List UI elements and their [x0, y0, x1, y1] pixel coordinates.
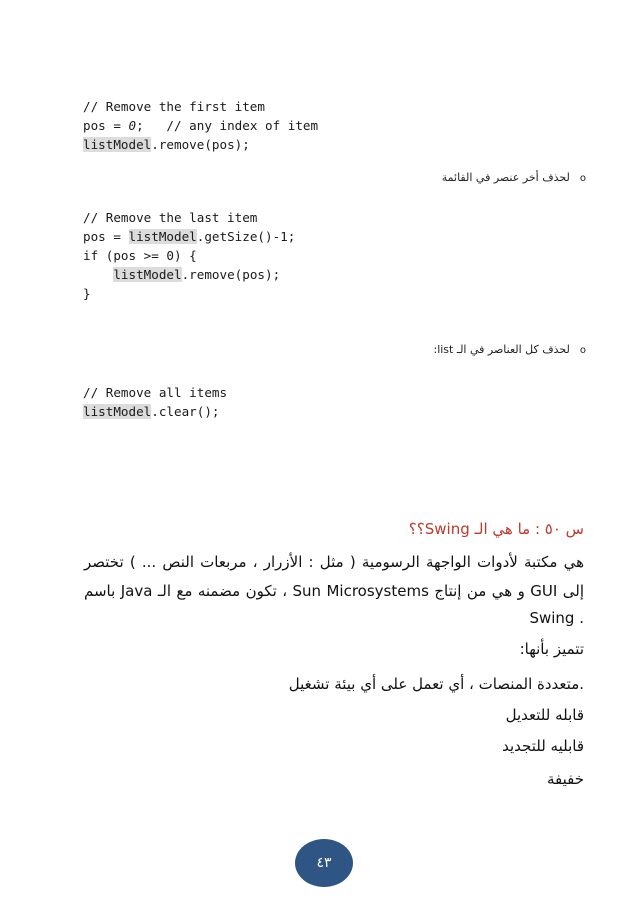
- code-comment: // Remove the first item: [83, 99, 265, 114]
- feature-item: قابليه للتجديد: [502, 737, 584, 755]
- bullet-text: لحذف أخر عنصر في القائمة: [441, 171, 570, 184]
- bullet-text: لحذف كل العناصر في الـ list:: [433, 343, 570, 356]
- feature-item: .متعددة المنصات ، أي تعمل على أي بيئة تشغيل: [288, 675, 584, 693]
- paragraph-line: إلى GUI و هي من إنتاج Sun Microsystems ، تكون مضمنه مع الـ Java باسم: [84, 582, 584, 600]
- code-block-remove-last: [83, 208, 295, 303]
- code-text: .remove(pos);: [181, 267, 281, 282]
- code-block-remove-first: [83, 97, 318, 154]
- code-text: [83, 267, 113, 282]
- question-heading: س ٥٠ : ما هي الـ Swing؟؟: [408, 520, 584, 538]
- code-text: .remove(pos);: [151, 137, 250, 152]
- code-text: ; // any index of item: [136, 118, 319, 133]
- bullet-marker: o: [579, 173, 586, 184]
- code-identifier: listModel: [128, 229, 197, 244]
- code-identifier: listModel: [83, 404, 152, 419]
- code-text: pos =: [83, 229, 129, 244]
- paragraph-line: هي مكتبة لأدوات الواجهة الرسومية ( مثل : الأزرار ، مربعات النص ... ) تختصر: [84, 553, 584, 571]
- code-block-remove-all: [83, 383, 227, 421]
- code-text: .getSize()-1;: [196, 229, 296, 244]
- page-number: ٤٣: [316, 855, 332, 871]
- feature-item: خفيفة: [546, 770, 584, 788]
- feature-item: قابله للتعديل: [505, 706, 584, 724]
- code-literal: 0: [128, 118, 137, 133]
- paragraph-line: . Swing: [529, 609, 584, 627]
- page-number-badge: [295, 839, 353, 887]
- code-comment: // Remove all items: [83, 385, 228, 400]
- code-text: .clear();: [151, 404, 220, 419]
- bullet-marker: o: [579, 345, 586, 356]
- code-text: if (pos >= 0) {: [83, 248, 197, 263]
- code-text: }: [83, 286, 91, 301]
- code-identifier: listModel: [83, 137, 152, 152]
- code-text: pos =: [83, 118, 129, 133]
- paragraph-line: تتميز بأنها:: [519, 640, 584, 658]
- code-identifier: listModel: [113, 267, 182, 282]
- bullet-remove-last: [442, 171, 586, 184]
- bullet-remove-all: [433, 343, 586, 356]
- code-comment: // Remove the last item: [83, 210, 258, 225]
